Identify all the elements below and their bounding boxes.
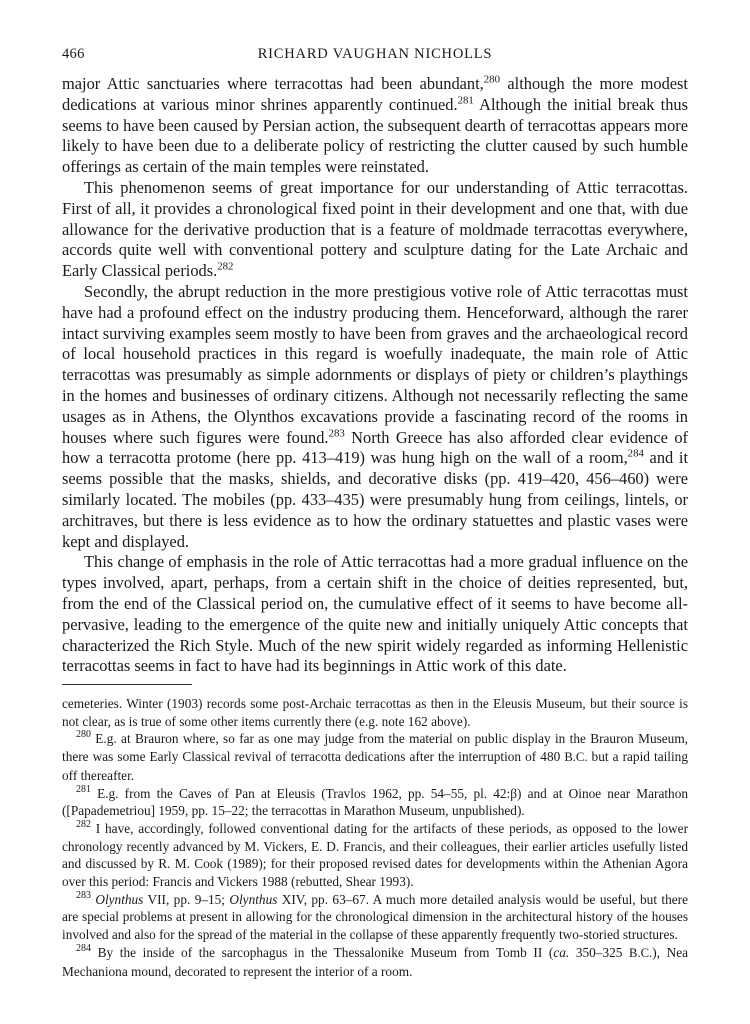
paragraph-1: major Attic sanctuaries where terracottas had been abundant,$^{280}$ although the more modest dedications at various minor shrines apparently continued.$^{281}$ Although the initial break thus seems to have been caused by Persian action, the subsequent dearth of terracottas appears more likely to have been due to a deliberate policy of restricting the clutter caused by such humble offerings as certain of the main temples were reinstated. <box>62 73 688 177</box>
footnote-ref-283[interactable]: 283 <box>328 426 345 439</box>
page-number: 466 <box>62 46 85 62</box>
footnote-ref-282[interactable]: 282 <box>217 260 234 273</box>
footnote-ref-280[interactable]: 280 <box>483 73 500 86</box>
footnote-divider <box>62 684 192 685</box>
footnote-carryover: cemeteries. Winter (1903) records some post-Archaic terracottas as then in the Eleusis Museum, but their source is not clear, as is true of some other items currently there (e.g. note 162 above). <box>62 696 688 729</box>
paragraph-4: This change of emphasis in the role of Attic terracottas had a more gradual influence on the types involved, apart, perhaps, from a certain shift in the choice of deities represented, but, from the end of the Classical period on, the cumulative effect of it seems to have become all-pervasive, leading to the emergence of the quite new and initially uniquely Attic concepts that characterized the Rich Style. Much of the new spirit widely regarded as informing Hellenistic terracottas seems in fact to have had its beginnings in Attic work of this date. <box>62 552 688 676</box>
footnotes <box>62 695 688 980</box>
footnote-ref-281[interactable]: 281 <box>457 94 474 107</box>
footnote-number: 280 <box>76 729 91 741</box>
footnote-283: $^{283}$ Olynthus VII, pp. 9–15; Olynthus XIV, pp. 63–67. A much more detailed analysis would be useful, but there are special problems at present in allowing for the chronological dimension in the architectural history of the houses involved and also for the spread of the material in the collapse of these apparently frequently two-storied structures. <box>62 889 688 943</box>
footnote-284: $^{284}$ By the inside of the sarcophagus in the Thessalonike Museum from Tomb II (ca. 350–325 B.C.), Nea Mechaniona mound, decorated to represent the interior of a room. <box>62 942 689 979</box>
main-text <box>62 74 688 677</box>
paragraph-2: This phenomenon seems of great importance for our understanding of Attic terracottas. First of all, it provides a chronological fixed point in their development and one that, with due allowance for the derivative production that is a feature of moldmade terracottas everywhere, accords quite well with conventional pottery and sculpture dating for the Late Archaic and Early Classical periods.$^{282}$ <box>62 177 688 281</box>
running-head: RICHARD VAUGHAN NICHOLLS <box>257 46 493 62</box>
footnote-number: 281 <box>76 783 91 795</box>
footnote-number: 284 <box>76 942 91 954</box>
footnote-number: 282 <box>76 818 91 830</box>
footnote-number: 283 <box>76 889 91 901</box>
page-header <box>62 46 688 66</box>
footnote-281: $^{281}$ E.g. from the Caves of Pan at Eleusis (Travlos 1962, pp. 54–55, pl. 42:β) and at Oinoe near Marathon ([Papademetriou] 1959, pp. 15–22; the terracottas in Marathon Museum, unpublished). <box>62 783 688 819</box>
footnote-ref-284[interactable]: 284 <box>627 447 644 460</box>
footnote-280: $^{280}$ E.g. at Brauron where, so far as one may judge from the material on public display in the Brauron Museum, there was some Early Classical revival of terracotta dedications after the interruption of 480 B.C. but a rapid tailing off thereafter. <box>62 729 688 783</box>
footnote-282: $^{282}$ I have, accordingly, followed conventional dating for the artifacts of these periods, as opposed to the lower chronology recently advanced by M. Vickers, E. D. Francis, and their colleagues, their earlier articles usefully listed and discussed by R. M. Cook (1989); for their proposed revised dates for developments within the Athenian Agora over this period: Francis and Vickers 1988 (rebutted, Shear 1993). <box>62 818 688 890</box>
paragraph-3: Secondly, the abrupt reduction in the more prestigious votive role of Attic terracottas must have had a profound effect on the industry producing them. Henceforward, although the rarer intact surviving examples seem mostly to have been from graves and the archaeological record of local household practices in this regard is woefully inadequate, the main role of Attic terracottas was presumably as simple adornments or displays of piety or children’s playthings in the homes and businesses of ordinary citizens. Although not necessarily reflecting the same usages as in Athens, the Olynthos excavations provide a fascinating record of the rooms in houses where such figures were found.$^{283}$ North Greece has also afforded clear evidence of how a terracotta protome (here pp. 413–419) was hung high on the wall of a room,$^{284}$ and it seems possible that the masks, shields, and decorative disks (pp. 419–420, 456–460) were similarly located. The mobiles (pp. 433–435) were presumably hung from ceilings, lintels, or architraves, but there is less evidence as to how the ordinary statuettes and plastic vases were kept and displayed. <box>62 281 689 551</box>
